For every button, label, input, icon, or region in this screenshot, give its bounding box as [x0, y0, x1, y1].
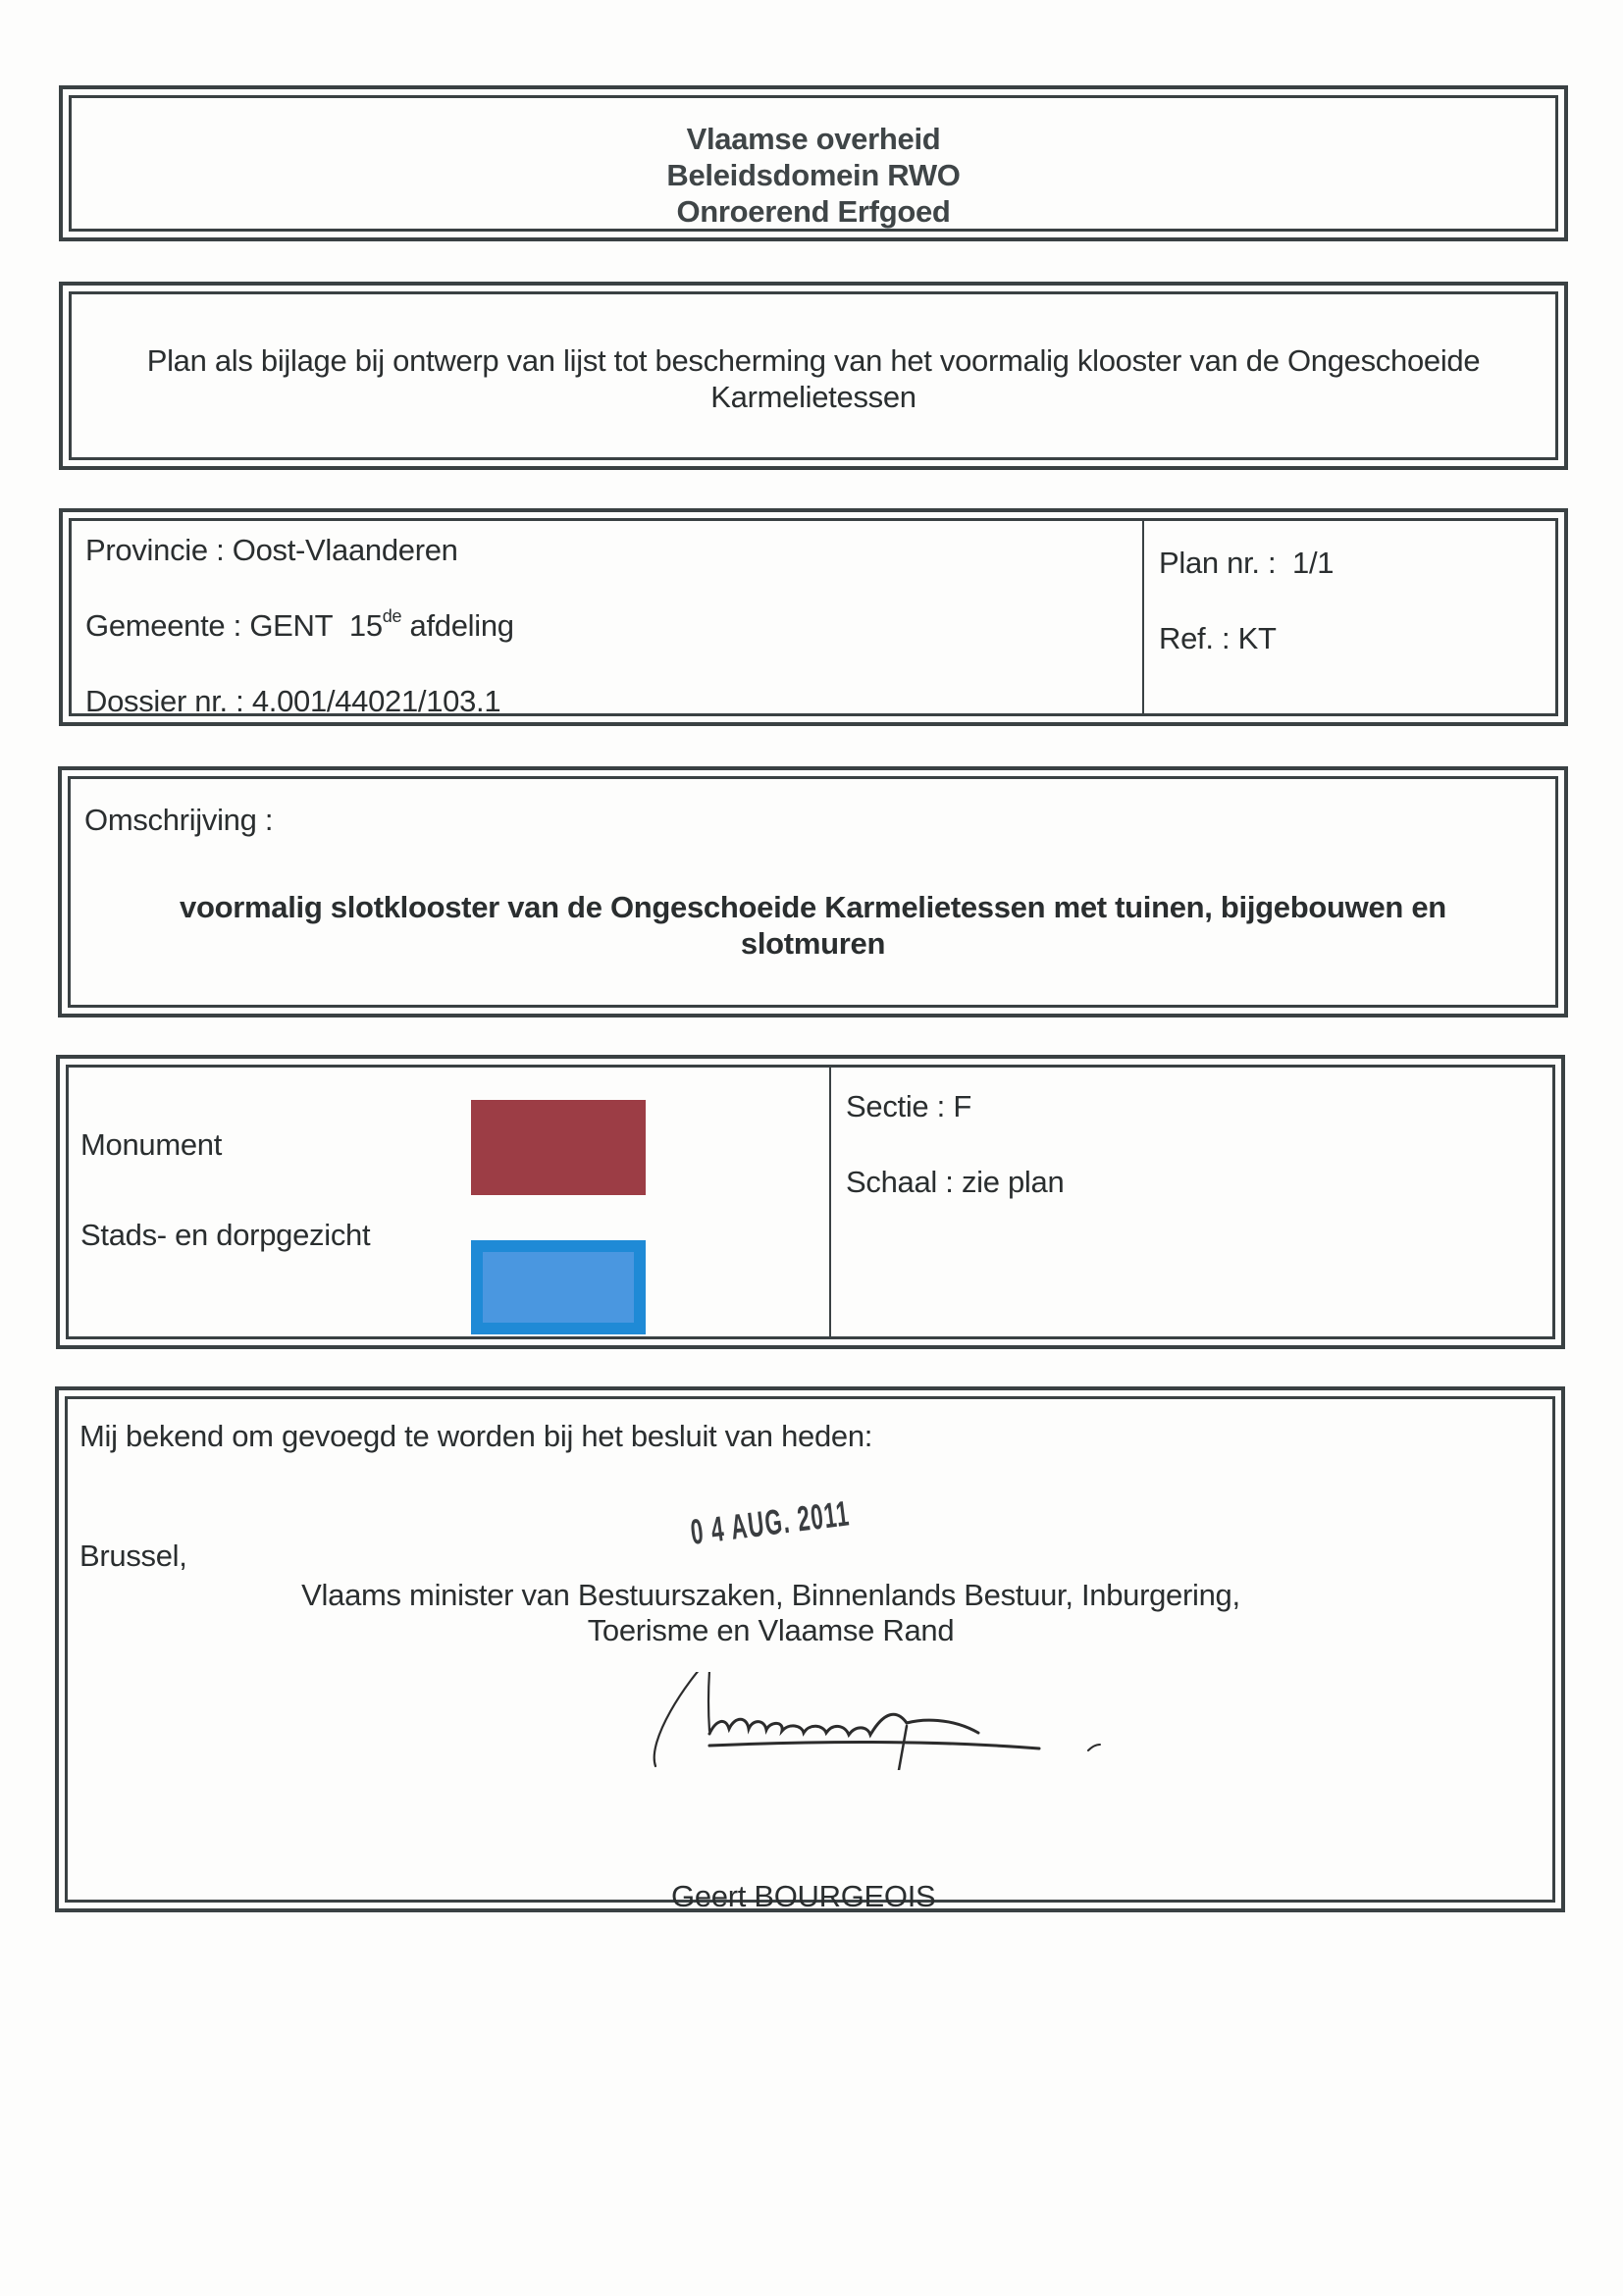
legend-box — [56, 1055, 1565, 1349]
schaal-label: Schaal : — [846, 1165, 954, 1199]
dossier-value: 4.001/44021/103.1 — [251, 684, 501, 718]
plan-title-box — [59, 282, 1568, 470]
legend-inner-frame — [66, 1065, 1555, 1339]
info-box — [59, 508, 1568, 726]
legend-label-stads-en-dorpgezicht: Stads- en dorpgezicht — [80, 1218, 371, 1252]
description-box — [58, 766, 1568, 1018]
provincie-label: Provincie : — [85, 533, 225, 567]
monument-swatch — [471, 1100, 646, 1195]
dossier-field — [85, 684, 500, 719]
provincie-field — [85, 533, 458, 568]
description-label: Omschrijving : — [84, 803, 274, 837]
plan-title-line-1: Plan als bijlage bij ontwerp van lijst tot bescherming van het voormalig klooster van de Ongeschoeide — [146, 343, 1481, 378]
description-inner-frame — [68, 776, 1558, 1008]
header-box — [59, 85, 1568, 241]
plan-number-field — [1159, 546, 1334, 581]
afdeling-label: afdeling — [409, 608, 514, 643]
place-label: Brussel, — [79, 1539, 187, 1573]
plan-title-inner-frame — [69, 291, 1558, 460]
signature-icon — [627, 1672, 1334, 1770]
ref-value: KT — [1237, 621, 1277, 655]
afdeling-suffix: de — [382, 606, 402, 626]
sectie-value: F — [953, 1089, 971, 1123]
sectie-label: Sectie : — [846, 1089, 945, 1123]
header-inner-frame — [69, 95, 1558, 232]
header-line-1: Vlaamse overheid — [686, 122, 941, 156]
legend-label-monument: Monument — [80, 1127, 223, 1162]
approval-box — [55, 1386, 1565, 1912]
stads-en-dorpgezicht-swatch — [471, 1240, 646, 1334]
signatory-name: Geert BOURGEOIS — [671, 1879, 936, 1913]
legend-divider — [829, 1068, 831, 1336]
header-line-2: Beleidsdomein RWO — [666, 158, 961, 192]
minister-title-line-2: Toerisme en Vlaamse Rand — [587, 1613, 955, 1647]
sectie-field — [846, 1089, 971, 1124]
minister-title-line-1: Vlaams minister van Bestuurszaken, Binnenlands Bestuur, Inburgering, — [301, 1578, 1240, 1612]
plan-title-line-2: Karmelietessen — [710, 380, 916, 414]
ref-label: Ref. : — [1159, 621, 1230, 655]
info-inner-frame — [69, 518, 1558, 716]
description-line-1: voormalig slotklooster van de Ongeschoeide Karmelietessen met tuinen, bijgebouwen en — [180, 890, 1446, 924]
gemeente-field — [85, 608, 514, 644]
gemeente-label: Gemeente : — [85, 608, 241, 643]
provincie-value: Oost-Vlaanderen — [232, 533, 458, 567]
info-divider — [1142, 521, 1144, 713]
approval-inner-frame — [65, 1396, 1555, 1913]
schaal-value: zie plan — [961, 1165, 1065, 1199]
afdeling-number: 15 — [348, 608, 383, 643]
ref-field — [1159, 621, 1277, 656]
plan-number-value: 1/1 — [1292, 546, 1335, 580]
schaal-field — [846, 1165, 1064, 1200]
plan-number-label: Plan nr. : — [1159, 546, 1277, 580]
approval-statement: Mij bekend om gevoegd te worden bij het besluit van heden: — [79, 1419, 873, 1453]
description-line-2: slotmuren — [740, 926, 886, 961]
stads-en-dorpgezicht-swatch-fill — [483, 1252, 634, 1323]
header-line-3: Onroerend Erfgoed — [676, 194, 951, 229]
date-stamp: 0 4 AUG. 2011 — [688, 1492, 853, 1552]
gemeente-value: GENT — [249, 608, 334, 643]
dossier-label: Dossier nr. : — [85, 684, 244, 718]
